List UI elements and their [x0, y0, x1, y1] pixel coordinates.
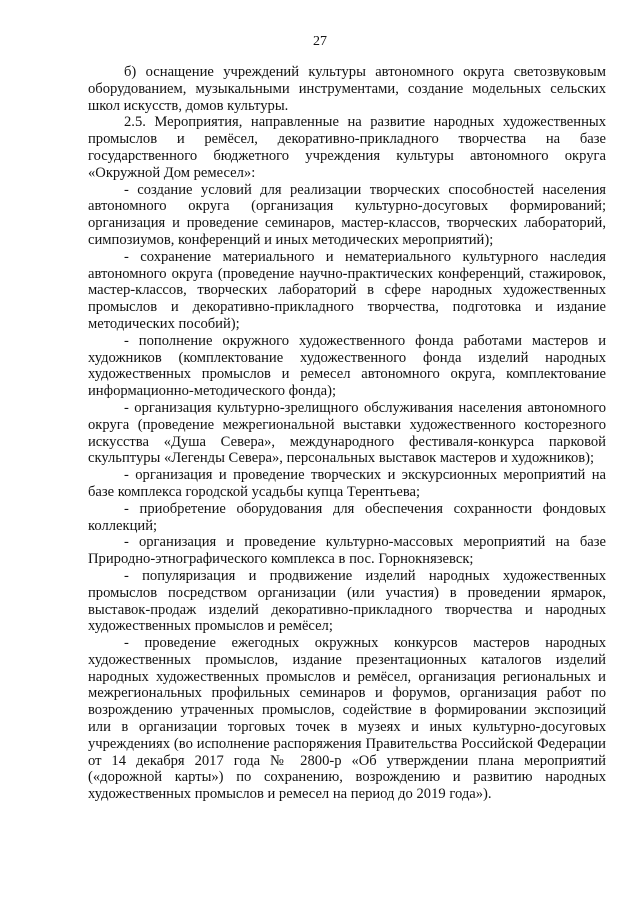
document-body: [88, 64, 606, 803]
list-item-cultural-entertainment: - организация культурно-зрелищного обслуживания населения автономного округа (проведение межрегиональной выставки художественного косторезного искусства «Душа Севера», международного фестиваля-конкурса парковой скульптуры «Легенды Севера», персональных выставок мастеров и художников);: [88, 399, 606, 467]
list-item-creative-conditions: - создание условий для реализации творческих способностей населения автономного округа (организация культурно-досуговых формирований; организация и проведение семинаров, мастер-классов, творческих лабораторий, симпозиумов, конференций и иных методических мероприятий);: [88, 181, 606, 248]
paragraph-equipment: б) оснащение учреждений культуры автономного округа светозвуковым оборудованием, музыкальными инструментами, создание модельных сельских школ искусств, домов культуры.: [88, 64, 606, 114]
paragraph-section-2-5-heading: 2.5. Мероприятия, направленные на развитие народных художественных промыслов и ремёсел, декоративно-прикладного творчества на базе государственного бюджетного учреждения культуры автономного округа «Окружной Дом ремесел»:: [88, 114, 606, 181]
list-item-annual-contests: - проведение ежегодных окружных конкурсов мастеров народных художественных промыслов, издание презентационных каталогов изделий народных художественных промыслов и ремёсел, организация региональных и межрегиональных профильных семинаров и форумов, организация работ по возрождению утраченных промыслов, содействие в формировании экспозиций или в организации торговых точек в музеях и иных культурно-досуговых учреждениях (во исполнение распоряжения Правительства Российской Федерации от 14 декабря 2017 года № 2800-р «Об утверждении плана мероприятий («дорожной карты») по сохранению, возрождению и развитию народных художественных промыслов и ремесел на период до 2019 года»).: [88, 635, 606, 803]
page-number: 27: [313, 34, 327, 49]
list-item-terentyev-estate-events: - организация и проведение творческих и экскурсионных мероприятий на базе комплекса городской усадьбы купца Терентьева;: [88, 467, 606, 500]
list-item-equipment-purchase: - приобретение оборудования для обеспечения сохранности фондовых коллекций;: [88, 500, 606, 534]
list-item-ethnographic-complex-events: - организация и проведение культурно-массовых мероприятий на базе Природно-этнографического комплекса в пос. Горнокнязевск;: [88, 534, 606, 568]
list-item-crafts-promotion: - популяризация и продвижение изделий народных художественных промыслов посредством организации (или участия) в проведении ярмарок, выставок-продаж изделий декоративно-прикладного творчества и народных художественных промыслов и ремёсел;: [88, 567, 606, 635]
list-item-heritage-preservation: - сохранение материального и нематериального культурного наследия автономного округа (проведение научно-практических конференций, стажировок, мастер-классов, творческих лабораторий в сфере народных художественных промыслов и декоративно-прикладного творчества, подготовка и издание методических пособий);: [88, 248, 606, 332]
list-item-art-fund-replenishment: - пополнение окружного художественного фонда работами мастеров и художников (комплектование художественного фонда изделий народных художественных промыслов и ремесел автономного округа, комплектование информационно-методического фонда);: [88, 332, 606, 400]
